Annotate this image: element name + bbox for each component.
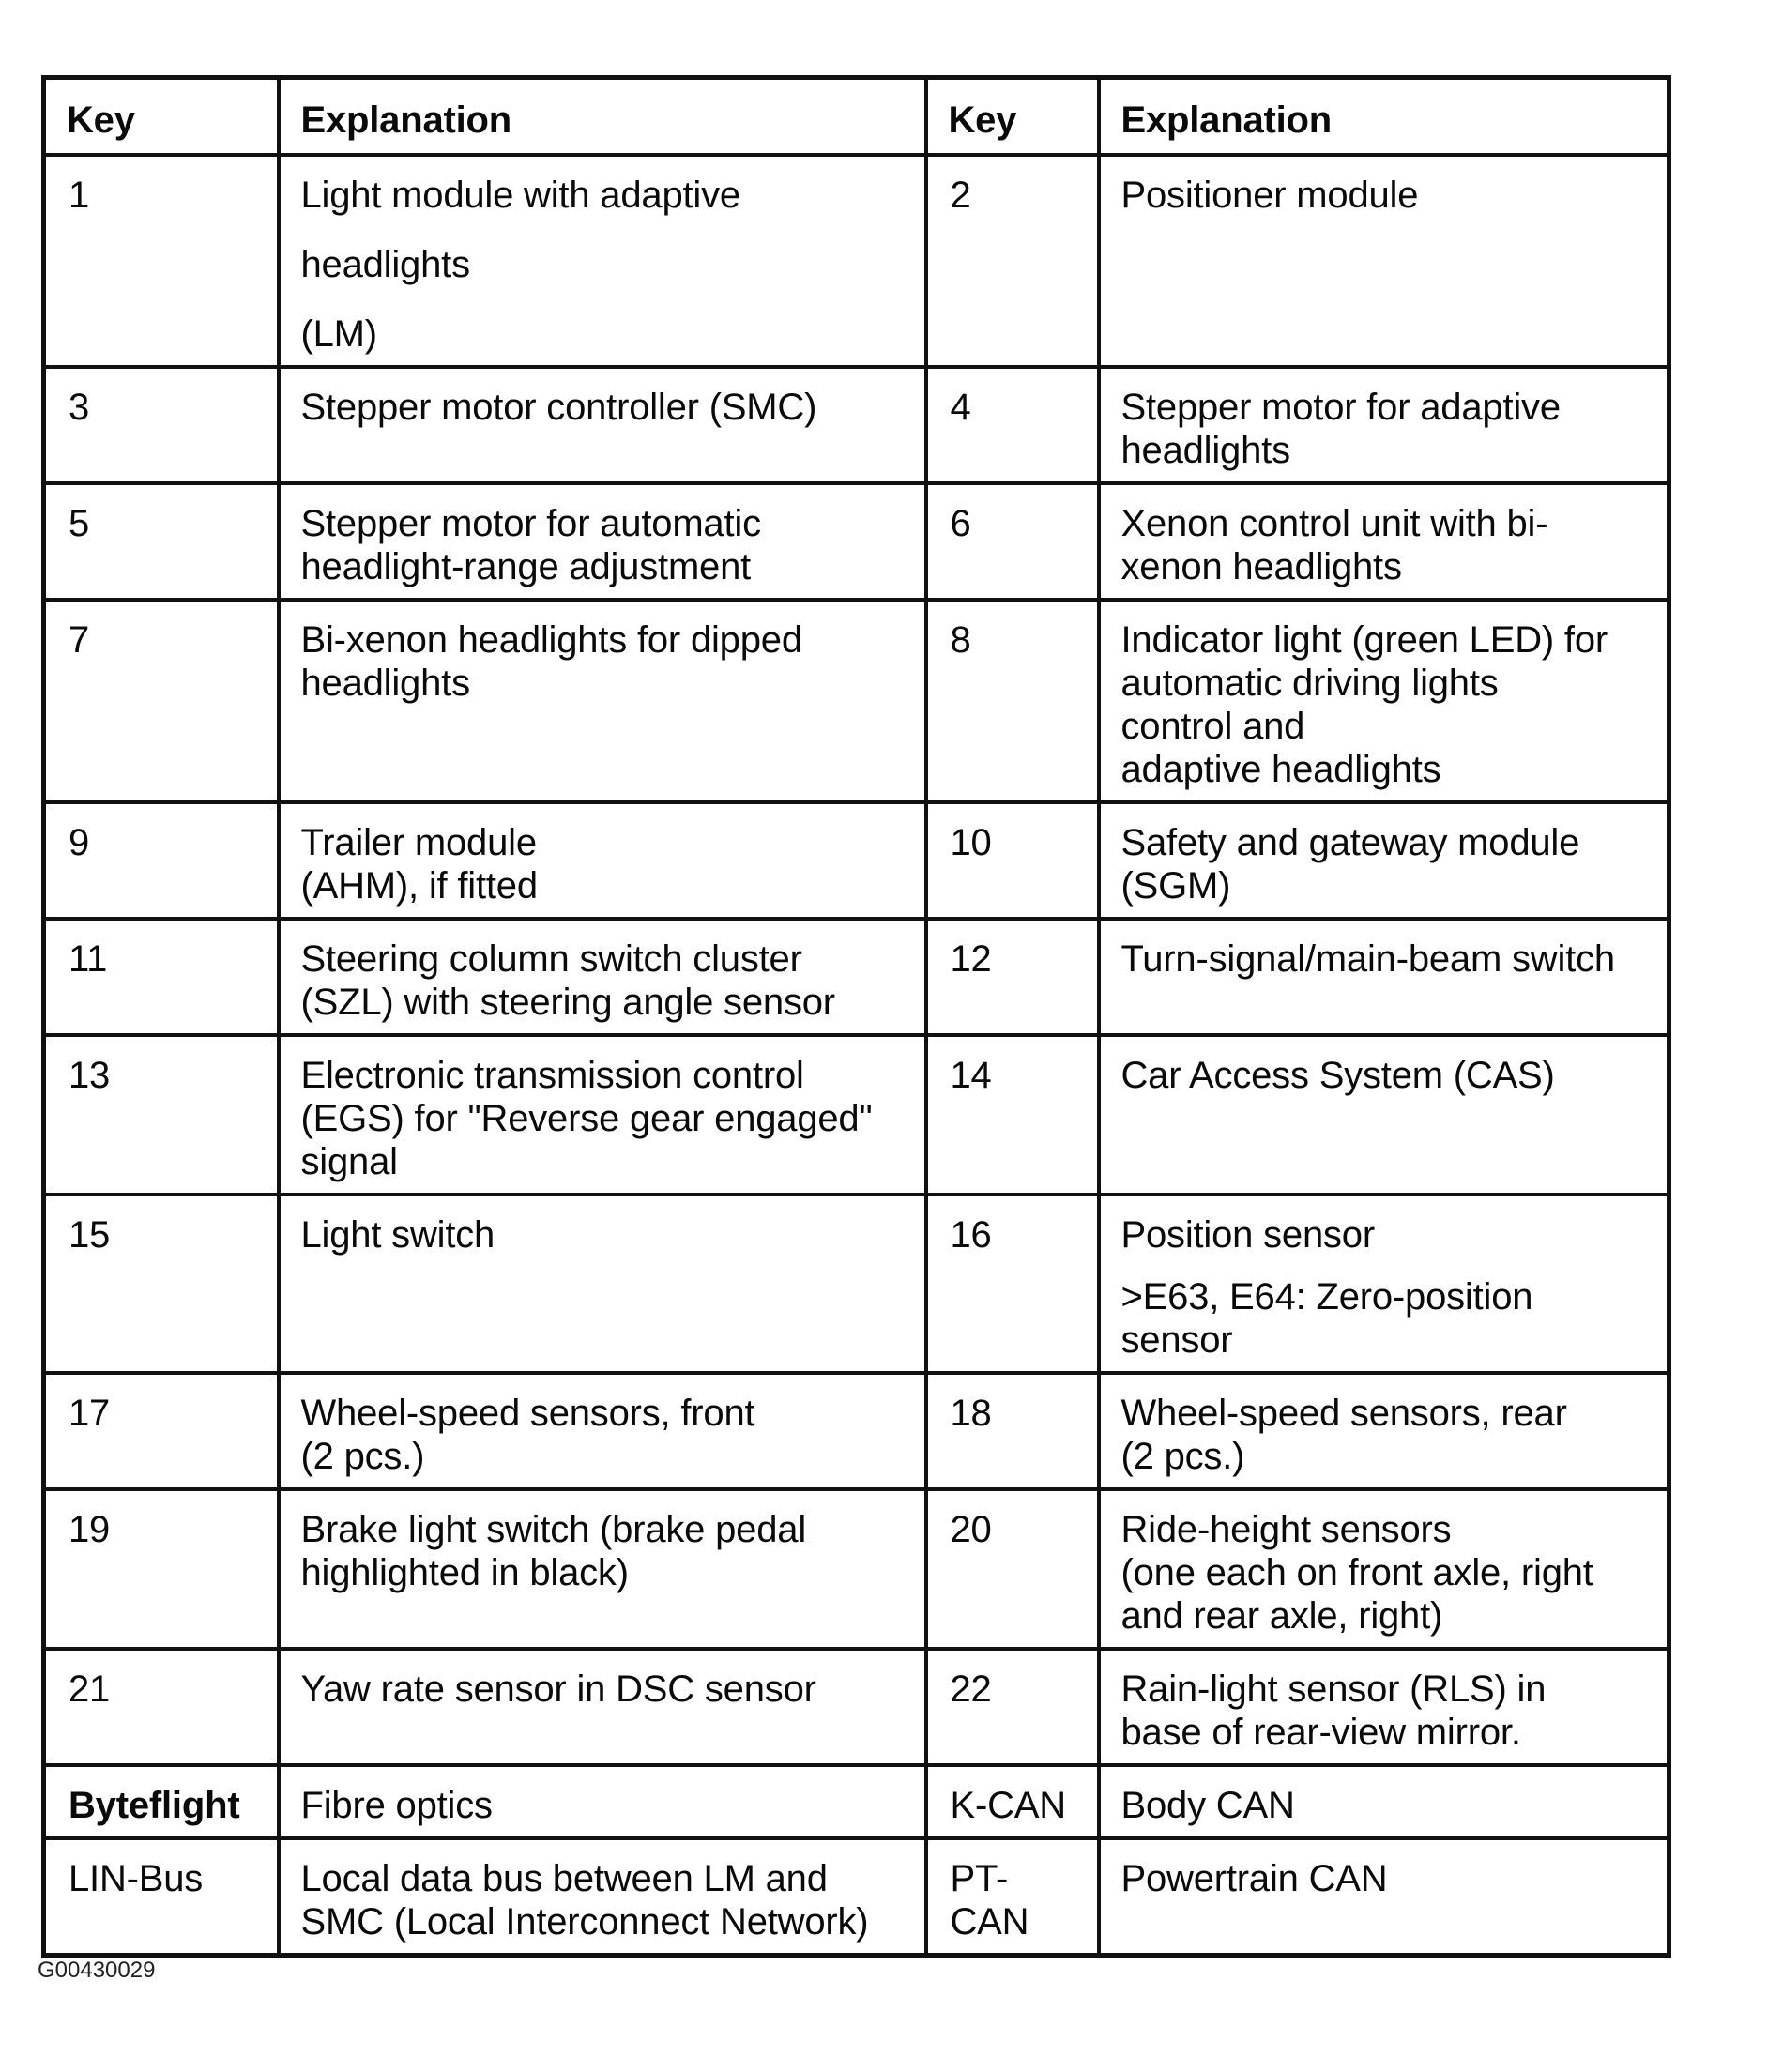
explanation-line: Positioner module xyxy=(1120,175,1419,216)
key-cell: 17 xyxy=(44,1373,279,1489)
key-cell: 13 xyxy=(44,1035,279,1195)
explanation-line: Wheel-speed sensors, rear xyxy=(1120,1393,1567,1434)
explanation-cell xyxy=(279,802,926,919)
explanation-line: Ride-height sensors xyxy=(1120,1509,1452,1550)
explanation-line: Wheel-speed sensors, front xyxy=(300,1393,755,1434)
explanation-line: (SZL) with steering angle sensor xyxy=(300,982,835,1023)
explanation-line: (2 pcs.) xyxy=(300,1436,425,1477)
explanation-cell xyxy=(1099,483,1669,600)
table-row xyxy=(44,1649,1669,1765)
key-cell: 2 xyxy=(926,155,1099,367)
key-cell: 1 xyxy=(44,155,279,367)
header-explanation-1: Explanation xyxy=(279,78,926,156)
key-cell: 3 xyxy=(44,367,279,483)
key-cell: 19 xyxy=(44,1489,279,1649)
explanation-line: Car Access System (CAS) xyxy=(1120,1055,1555,1096)
table-row xyxy=(44,1489,1669,1649)
explanation-line: automatic driving lights xyxy=(1120,663,1499,704)
explanation-cell xyxy=(1099,367,1669,483)
explanation-cell xyxy=(279,1373,926,1489)
figure-id: G00430029 xyxy=(38,1958,156,1983)
explanation-line: Body CAN xyxy=(1120,1785,1295,1826)
table-row xyxy=(44,1373,1669,1489)
table-row xyxy=(44,367,1669,483)
table-row xyxy=(44,483,1669,600)
explanation-line: Brake light switch (brake pedal xyxy=(300,1509,807,1550)
legend-table xyxy=(41,75,1671,1958)
explanation-cell xyxy=(279,1035,926,1195)
explanation-line: Stepper motor controller (SMC) xyxy=(300,387,817,428)
explanation-line: Steering column switch cluster xyxy=(300,938,802,980)
explanation-line: SMC (Local Interconnect Network) xyxy=(300,1901,869,1942)
explanation-line: Rain-light sensor (RLS) in xyxy=(1120,1668,1547,1710)
explanation-line: Stepper motor for adaptive xyxy=(1120,387,1561,428)
explanation-cell xyxy=(279,600,926,802)
key-cell: 22 xyxy=(926,1649,1099,1765)
key-cell: 7 xyxy=(44,600,279,802)
explanation-cell xyxy=(1099,919,1669,1035)
explanation-line: Local data bus between LM and xyxy=(300,1858,828,1899)
key-cell: 5 xyxy=(44,483,279,600)
explanation-line: and rear axle, right) xyxy=(1120,1595,1443,1637)
explanation-line: Stepper motor for automatic xyxy=(300,503,761,544)
explanation-cell xyxy=(279,1649,926,1765)
explanation-line: (SGM) xyxy=(1120,865,1231,906)
key-cell: 21 xyxy=(44,1649,279,1765)
explanation-cell xyxy=(1099,1195,1669,1373)
key-cell: 15 xyxy=(44,1195,279,1373)
explanation-line: adaptive headlights xyxy=(1120,749,1441,790)
table-row xyxy=(44,600,1669,802)
explanation-line: Electronic transmission control xyxy=(300,1055,804,1096)
key-cell: LIN-Bus xyxy=(44,1838,279,1956)
explanation-cell xyxy=(279,919,926,1035)
explanation-line: Xenon control unit with bi- xyxy=(1120,503,1548,544)
key-cell: 11 xyxy=(44,919,279,1035)
key-cell: 20 xyxy=(926,1489,1099,1649)
explanation-line: Safety and gateway module xyxy=(1120,822,1580,863)
table-row xyxy=(44,1765,1669,1838)
explanation-line: Turn-signal/main-beam switch xyxy=(1120,938,1615,980)
explanation-line: (AHM), if fitted xyxy=(300,865,538,906)
table-row xyxy=(44,802,1669,919)
explanation-cell xyxy=(279,155,926,367)
explanation-cell xyxy=(279,367,926,483)
explanation-line: Yaw rate sensor in DSC sensor xyxy=(300,1668,816,1710)
header-explanation-2: Explanation xyxy=(1099,78,1669,156)
explanation-line: control and xyxy=(1120,706,1305,747)
explanation-cell xyxy=(1099,1035,1669,1195)
key-cell: 18 xyxy=(926,1373,1099,1489)
table-body xyxy=(44,155,1669,1956)
explanation-line: Bi-xenon headlights for dipped xyxy=(300,619,802,661)
table-row xyxy=(44,155,1669,367)
explanation-line: highlighted in black) xyxy=(300,1552,629,1593)
explanation-line: Light switch xyxy=(300,1214,495,1256)
explanation-line: (2 pcs.) xyxy=(1120,1436,1245,1477)
key-cell: Byteflight xyxy=(44,1765,279,1838)
explanation-cell xyxy=(1099,600,1669,802)
explanation-line: signal xyxy=(300,1141,398,1182)
header-key-2: Key xyxy=(926,78,1099,156)
table-row xyxy=(44,919,1669,1035)
explanation-cell xyxy=(279,1838,926,1956)
explanation-line: headlights xyxy=(1120,430,1290,471)
key-cell: K-CAN xyxy=(926,1765,1099,1838)
key-cell: 8 xyxy=(926,600,1099,802)
key-cell: PT- CAN xyxy=(926,1838,1099,1956)
explanation-line: (EGS) for "Reverse gear engaged" xyxy=(300,1098,873,1139)
key-cell: 16 xyxy=(926,1195,1099,1373)
key-cell: 6 xyxy=(926,483,1099,600)
explanation-cell xyxy=(1099,1765,1669,1838)
table-row xyxy=(44,1838,1669,1956)
explanation-cell xyxy=(1099,1373,1669,1489)
explanation-cell xyxy=(1099,1489,1669,1649)
explanation-line: Indicator light (green LED) for xyxy=(1120,619,1608,661)
explanation-line: headlights xyxy=(300,663,470,704)
explanation-line: (one each on front axle, right xyxy=(1120,1552,1593,1593)
explanation-cell xyxy=(279,1195,926,1373)
key-cell: 9 xyxy=(44,802,279,919)
explanation-line: Position sensor xyxy=(1120,1214,1375,1256)
explanation-line: headlights xyxy=(300,244,470,285)
explanation-line: sensor xyxy=(1120,1319,1233,1361)
explanation-cell xyxy=(1099,155,1669,367)
explanation-cell xyxy=(279,483,926,600)
explanation-line: (LM) xyxy=(300,313,377,355)
explanation-line: Trailer module xyxy=(300,822,537,863)
key-cell: 12 xyxy=(926,919,1099,1035)
explanation-line: Powertrain CAN xyxy=(1120,1858,1388,1899)
header-row xyxy=(44,78,1669,156)
explanation-line: base of rear-view mirror. xyxy=(1120,1712,1521,1753)
explanation-cell xyxy=(1099,802,1669,919)
table-row xyxy=(44,1035,1669,1195)
key-cell: 14 xyxy=(926,1035,1099,1195)
explanation-line: headlight-range adjustment xyxy=(300,546,752,587)
explanation-cell xyxy=(279,1489,926,1649)
header-key-1: Key xyxy=(44,78,279,156)
explanation-line: Fibre optics xyxy=(300,1785,493,1826)
explanation-cell xyxy=(279,1765,926,1838)
explanation-cell xyxy=(1099,1838,1669,1956)
explanation-line: xenon headlights xyxy=(1120,546,1402,587)
explanation-line: >E63, E64: Zero-position xyxy=(1120,1276,1533,1318)
explanation-cell xyxy=(1099,1649,1669,1765)
key-cell: 4 xyxy=(926,367,1099,483)
table-row xyxy=(44,1195,1669,1373)
key-cell: 10 xyxy=(926,802,1099,919)
explanation-line: Light module with adaptive xyxy=(300,175,740,216)
